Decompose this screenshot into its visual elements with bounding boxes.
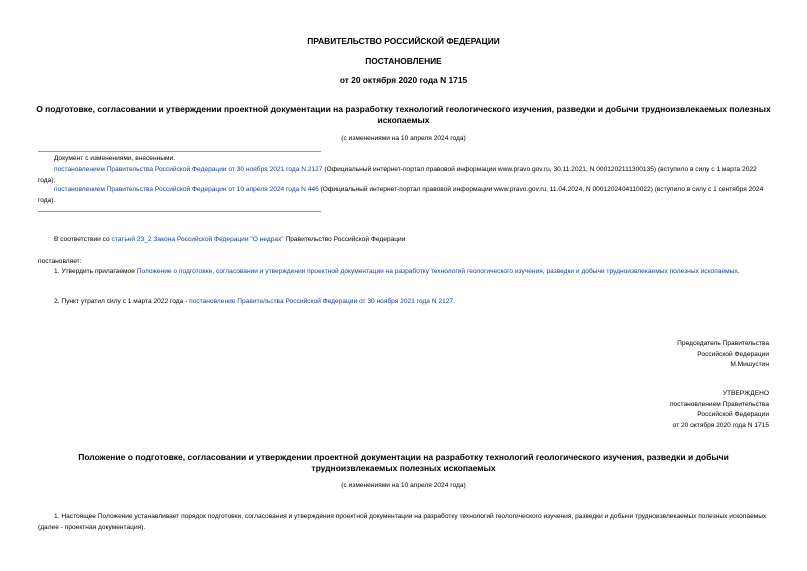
document-title: О подготовке, согласовании и утверждении проектной документации на разработку технологий геологического изучения, разведки и добычи трудноизвлекаемых полезных ископаемых <box>36 104 771 125</box>
decides-label: постановляет: <box>38 258 82 265</box>
preamble <box>54 235 405 246</box>
law-link[interactable]: статьей 23_2 Закона Российской Федерации "О недрах" <box>111 236 284 243</box>
amendment-note: (с изменениями на 10 апреля 2024 года) <box>341 135 466 142</box>
approval-line-1: УТВЕРЖДЕНО <box>722 390 769 397</box>
repeal-link[interactable]: постановление Правительства Российской Федерации от 30 ноября 2021 года N 2127 <box>189 298 454 305</box>
signature-line-3: М.Мишустин <box>730 361 769 368</box>
paragraph-2 <box>54 297 455 308</box>
change-item-1 <box>38 165 770 186</box>
regulation-point-1: 1. Настоящее Положение устанавливает порядок подготовки, согласования и утверждения проектной документации на разработку технологий геологического изучения, разведки и добычи трудноизвлекаемых полезных ископаемых (далее - проектная документация). <box>38 513 767 531</box>
change-link-2[interactable]: постановлением Правительства Российской Федерации от 10 апреля 2024 года N 446 <box>54 186 319 193</box>
paragraph-2-after: . <box>453 298 455 305</box>
change-item-2 <box>38 185 770 206</box>
preamble-before: В соответствии со <box>54 236 112 243</box>
preamble-after: Правительство Российской Федерации <box>283 236 406 243</box>
change-text-2: (Официальный интернет-портал правовой информации www.pravo.gov.ru, 11.04.2024, N 0001202404110022) (вступило в силу с 1 сентября 2024 года). <box>38 186 764 204</box>
regulation-title: Положение о подготовке, согласовании и утверждении проектной документации на разработку технологий геологического изучения, разведки и добычи трудноизвлекаемых полезных ископаемых <box>78 452 729 473</box>
paragraph-1-after: . <box>737 268 740 275</box>
signature-line-1: Председатель Правительства <box>677 340 769 347</box>
changes-intro: Документ с изменениями, внесенными: <box>54 155 176 162</box>
approval-line-3: Российской Федерации <box>697 411 769 418</box>
paragraph-1-before: 1. Утвердить прилагаемое <box>54 268 137 275</box>
divider-top <box>38 151 321 152</box>
approval-line-2: постановлением Правительства <box>669 400 769 408</box>
approval-block <box>670 389 769 431</box>
document-date: от 20 октября 2020 года N 1715 <box>339 75 468 85</box>
divider-bottom <box>38 211 321 212</box>
paragraph-2-before: 2. Пункт утратил силу с 1 марта 2022 года - <box>54 298 190 305</box>
amendment-note-2: (с изменениями на 10 апреля 2024 года) <box>341 482 466 489</box>
signature-block <box>677 339 769 371</box>
signature-line-2: Российской Федерации <box>697 350 769 358</box>
government-heading: ПРАВИТЕЛЬСТВО РОССИЙСКОЙ ФЕДЕРАЦИИ <box>307 36 500 46</box>
change-text-1: (Официальный интернет-портал правовой информации www.pravo.gov.ru, 30.11.2021, N 0001202111300135) (вступило в силу с 1 марта 2022 года); <box>38 166 757 184</box>
approval-line-4: от 20 октября 2020 года N 1715 <box>672 421 769 429</box>
regulation-link[interactable]: Положение о подготовке, согласовании и утверждении проектной документации на разработку технологий геологического изучения, разведки и добычи трудноизвлекаемых полезных ископаемых <box>136 268 738 275</box>
paragraph-1 <box>38 267 770 278</box>
change-link-1[interactable]: постановлением Правительства Российской Федерации от 30 ноября 2021 года N 2127 <box>54 166 323 173</box>
document-type: ПОСТАНОВЛЕНИЕ <box>365 56 442 66</box>
